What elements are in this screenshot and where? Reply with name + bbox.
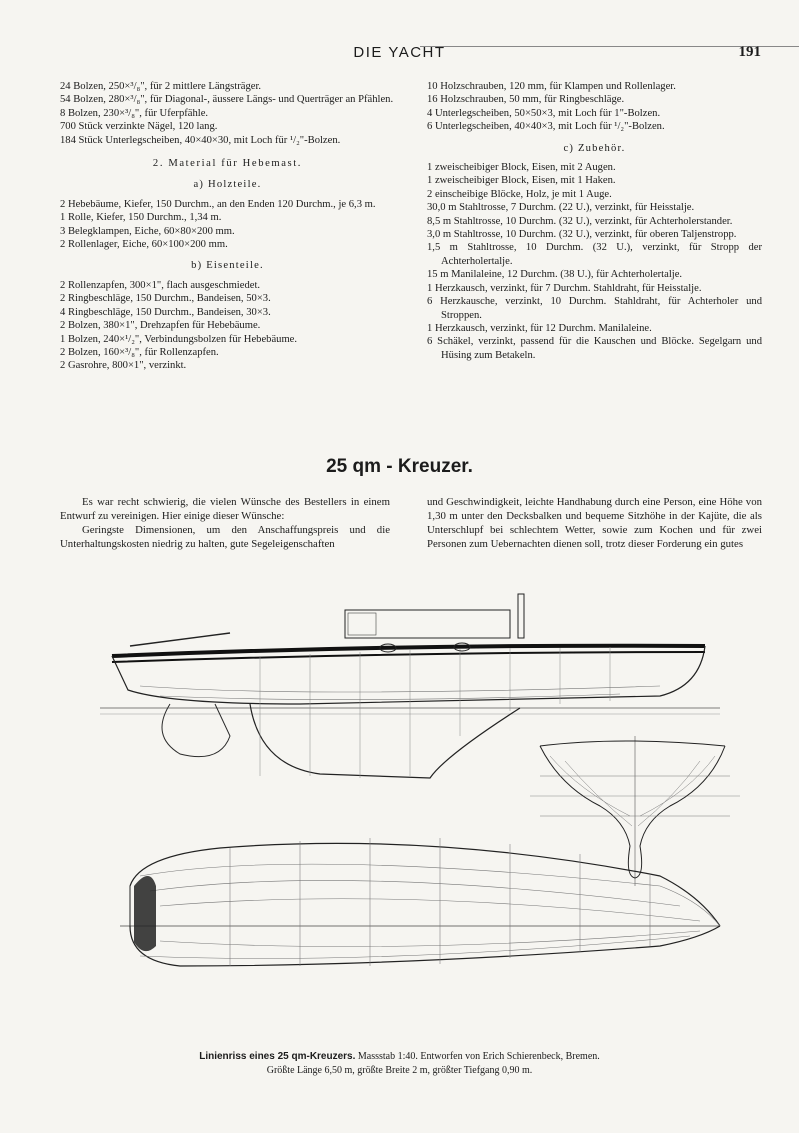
paragraph: Geringste Dimensionen, um den Anschaffungspreis und die Unterhaltungskosten niedrig zu halten, gute Segeleigenschaften <box>60 524 390 550</box>
list-item: 1 zweischeibiger Block, Eisen, mit 1 Haken. <box>427 175 616 187</box>
list-item: 3 Belegklampen, Eiche, 60×80×200 mm. <box>60 225 235 237</box>
page-number: 191 <box>738 44 761 60</box>
subsection-heading-b: b) Eisenteile. <box>191 260 264 272</box>
list-item: 184 Stück Unterlegscheiben, 40×40×30, mit Loch für ¹/₂"-Bolzen. <box>60 134 341 146</box>
list-item: 1 zweischeibiger Block, Eisen, mit 2 Augen. <box>427 162 616 174</box>
list-item: 8 Bolzen, 230×³/₈", für Uferpfähle. <box>60 107 209 119</box>
list-item: 30,0 m Stahltrosse, 7 Durchm. (22 U.), verzinkt, für Heisstalje. <box>427 202 695 214</box>
profile-view <box>100 594 720 778</box>
list-item: 2 Bolzen, 160×³/₈", für Rollenzapfen. <box>60 346 219 358</box>
subsection-heading-c: c) Zubehör. <box>563 142 626 154</box>
figure-caption <box>0 1050 799 1078</box>
list-item: 6 Herzkausche, verzinkt, 10 Durchm. Stahldraht, für Achterholer und Stroppen. <box>427 296 762 321</box>
list-item: 2 einscheibige Blöcke, Holz, je mit 1 Auge. <box>427 188 612 200</box>
caption-detail: Massstab 1:40. Entworfen von Erich Schierenbeck, Bremen. <box>357 1051 600 1062</box>
yacht-lines-drawing <box>100 586 750 1026</box>
list-b <box>60 279 395 373</box>
list-item: 2 Hebebäume, Kiefer, 150 Durchm., an den Enden 120 Durchm., je 6,3 m. <box>60 198 376 210</box>
article-body-right <box>427 495 762 551</box>
list-item: 3,0 m Stahltrosse, 10 Durchm. (32 U.), verzinkt, für oberen Taljenstropp. <box>427 229 737 241</box>
list-item: 1,5 m Stahltrosse, 10 Durchm. (32 U.), verzinkt, für Stropp der Achterholertalje. <box>427 242 762 267</box>
article-body-left <box>60 495 390 551</box>
list-item: 1 Herzkausch, verzinkt, für 7 Durchm. Stahldraht, für Heisstalje. <box>427 282 702 294</box>
half-breadth-plan <box>120 838 720 966</box>
list-item: 1 Rolle, Kiefer, 150 Durchm., 1,34 m. <box>60 212 222 224</box>
list-item: 6 Unterlegscheiben, 40×40×3, mit Loch für ¹/₂"-Bolzen. <box>427 121 665 133</box>
left-column <box>60 80 395 373</box>
list-a <box>60 198 395 252</box>
caption-line-2: Größte Länge 6,50 m, größte Breite 2 m, größter Tiefgang 0,90 m. <box>266 1065 533 1076</box>
paragraph: und Geschwindigkeit, leichte Handhabung durch eine Person, eine Höhe von 1,30 m unter den Decksbalken und bequeme Sitzhöhe in der Kajüte, die als Unterschlupf bei schlechtem Wetter, sowie zum Kochen und für zwei Personen zum Uebernachten dienen soll, trotz dieser Forderung ein gutes <box>427 496 762 550</box>
list-item: 700 Stück verzinkte Nägel, 120 lang. <box>60 121 218 133</box>
list-item: 4 Ringbeschläge, 150 Durchm., Bandeisen, 30×3. <box>60 306 271 318</box>
right-column <box>427 80 762 362</box>
list-item: 1 Bolzen, 240×¹/₂", Verbindungsbolzen für Hebebäume. <box>60 333 298 345</box>
list-item: 1 Herzkausch, verzinkt, für 12 Durchm. Manilaleine. <box>427 322 652 334</box>
right-list-top <box>427 80 762 134</box>
list-item: 2 Bolzen, 380×1", Drehzapfen für Hebebäume. <box>60 320 261 332</box>
list-item: 15 m Manilaleine, 12 Durchm. (38 U.), für Achterholertalje. <box>427 269 683 281</box>
left-list-top <box>60 80 395 147</box>
list-item: 4 Unterlegscheiben, 50×50×3, mit Loch für 1"-Bolzen. <box>427 107 661 119</box>
list-item: 24 Bolzen, 250×³/₈", für 2 mittlere Längsträger. <box>60 81 262 92</box>
paragraph: Es war recht schwierig, die vielen Wünsche des Bestellers in einem Entwurf zu vereinigen. Hier einige dieser Wünsche: <box>60 496 390 522</box>
journal-title: DIE YACHT <box>353 44 446 61</box>
caption-title: Linienriss eines 25 qm-Kreuzers. <box>199 1051 356 1062</box>
section-heading: 2. Material für Hebemast. <box>152 158 303 170</box>
list-item: 54 Bolzen, 280×³/₈", für Diagonal-, äussere Längs- und Querträger an Pfählen. <box>60 94 394 106</box>
body-plan <box>530 736 740 886</box>
list-item: 16 Holzschrauben, 50 mm, für Ringbeschläge. <box>427 94 625 106</box>
list-item: 8,5 m Stahltrosse, 10 Durchm. (32 U.), verzinkt, für Achterholerstander. <box>427 215 733 227</box>
list-item: 2 Gasrohre, 800×1", verzinkt. <box>60 360 187 372</box>
list-c <box>427 161 762 362</box>
article-title: 25 qm - Kreuzer. <box>326 456 473 477</box>
list-item: 2 Rollenzapfen, 300×1", flach ausgeschmiedet. <box>60 279 261 291</box>
list-item: 2 Ringbeschläge, 150 Durchm., Bandeisen, 50×3. <box>60 293 271 305</box>
caption-line-1 <box>0 1050 799 1064</box>
list-item: 6 Schäkel, verzinkt, passend für die Kauschen und Blöcke. Segelgarn und Hüsing zum Betakeln. <box>427 336 762 361</box>
list-item: 2 Rollenlager, Eiche, 60×100×200 mm. <box>60 239 228 251</box>
page-header <box>0 44 799 64</box>
subsection-heading-a: a) Holzteile. <box>193 179 262 191</box>
list-item: 10 Holzschrauben, 120 mm, für Klampen und Rollenlager. <box>427 81 676 92</box>
